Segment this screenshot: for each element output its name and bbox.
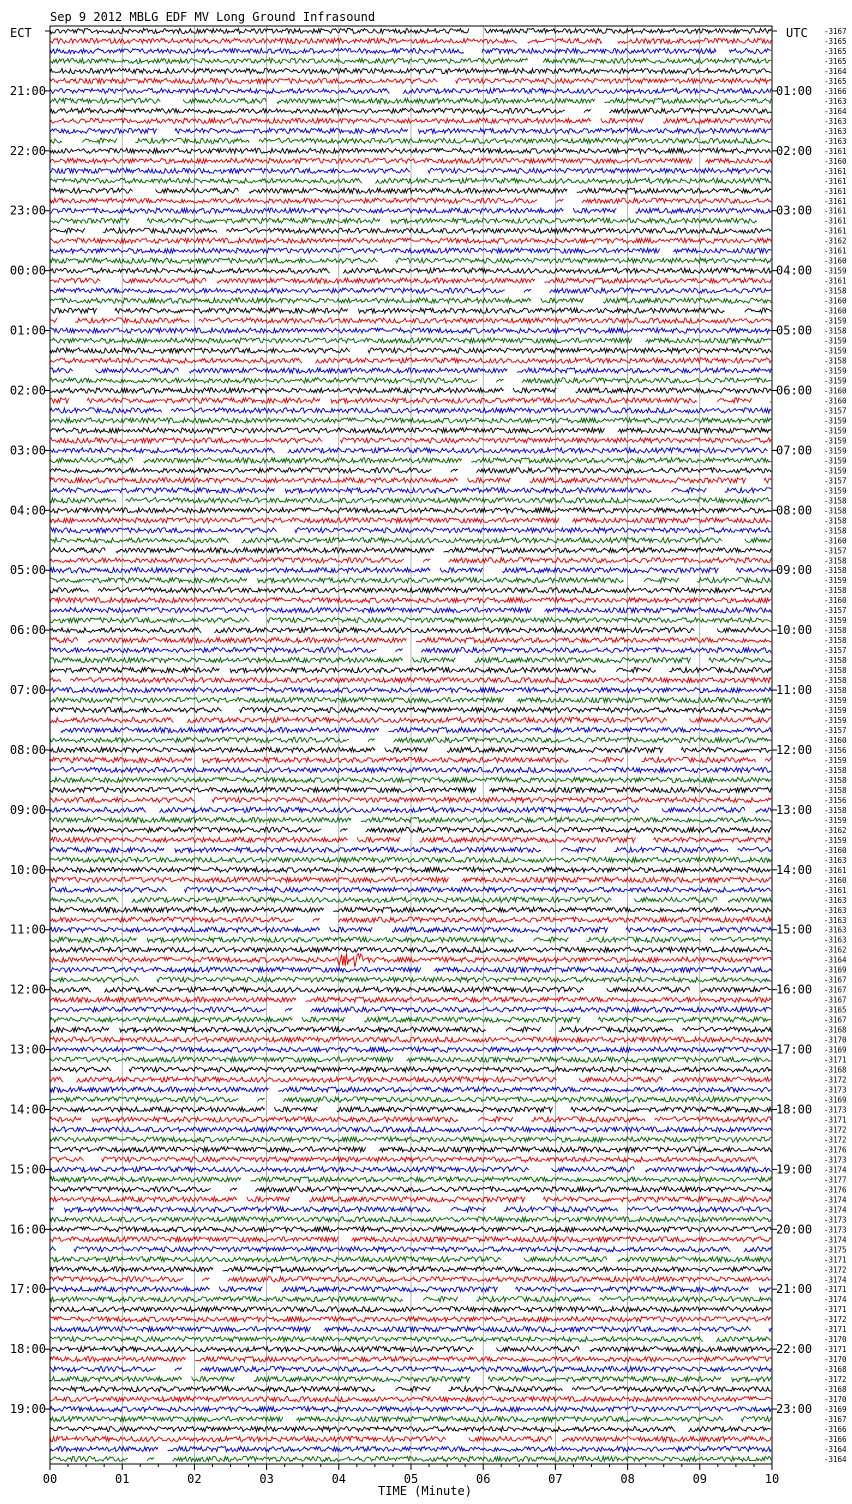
trace-offset-label: -3168 [824, 1066, 847, 1075]
trace-offset-label: -3174 [824, 1195, 847, 1204]
trace-offset-label: -3171 [824, 1255, 847, 1264]
trace-offset-label: -3161 [824, 247, 847, 256]
x-tick-label: 08 [620, 1472, 634, 1486]
trace-offset-label: -3158 [824, 806, 847, 815]
ect-hour-label: 22:00 [10, 144, 46, 158]
trace-offset-label: -3158 [824, 526, 847, 535]
trace-offset-label: -3162 [824, 826, 847, 835]
trace-offset-label: -3157 [824, 606, 847, 615]
utc-hour-label: 07:00 [776, 443, 812, 457]
trace-offset-label: -3161 [824, 227, 847, 236]
utc-hour-label: 14:00 [776, 863, 812, 877]
trace-offset-label: -3174 [824, 1165, 847, 1174]
utc-hour-label: 12:00 [776, 743, 812, 757]
trace-offset-label: -3158 [824, 676, 847, 685]
ect-hour-label: 04:00 [10, 503, 46, 517]
trace-offset-label: -3161 [824, 147, 847, 156]
trace-offset-label: -3159 [824, 416, 847, 425]
trace-offset-label: -3164 [824, 67, 847, 76]
trace-offset-label: -3167 [824, 1016, 847, 1025]
trace-offset-label: -3167 [824, 976, 847, 985]
x-tick-label: 03 [259, 1472, 273, 1486]
trace-offset-label: -3158 [824, 566, 847, 575]
trace-offset-label: -3160 [824, 876, 847, 885]
ect-hour-label: 08:00 [10, 743, 46, 757]
trace-offset-label: -3171 [824, 1115, 847, 1124]
trace-offset-label: -3158 [824, 327, 847, 336]
trace-offset-label: -3158 [824, 636, 847, 645]
trace-offset-label: -3158 [824, 686, 847, 695]
utc-hour-label: 23:00 [776, 1402, 812, 1416]
trace-offset-label: -3158 [824, 626, 847, 635]
trace-offset-label: -3166 [824, 87, 847, 96]
ect-hour-label: 13:00 [10, 1043, 46, 1057]
ect-hour-label: 15:00 [10, 1162, 46, 1176]
trace-offset-label: -3162 [824, 237, 847, 246]
trace-offset-label: -3160 [824, 596, 847, 605]
trace-offset-label: -3163 [824, 97, 847, 106]
trace-offset-label: -3175 [824, 1245, 847, 1254]
trace-offset-label: -3166 [824, 1425, 847, 1434]
utc-hour-label: 01:00 [776, 84, 812, 98]
trace-offset-label: -3159 [824, 367, 847, 376]
trace-offset-label: -3158 [824, 496, 847, 505]
trace-offset-label: -3160 [824, 297, 847, 306]
utc-hour-label: 20:00 [776, 1222, 812, 1236]
utc-axis-label: UTC [786, 26, 808, 40]
x-tick-label: 04 [332, 1472, 346, 1486]
x-tick-label: 09 [693, 1472, 707, 1486]
trace-offset-label: -3159 [824, 426, 847, 435]
ect-hour-label: 07:00 [10, 683, 46, 697]
trace-offset-label: -3171 [824, 1056, 847, 1065]
trace-offset-label: -3160 [824, 396, 847, 405]
trace-offset-label: -3161 [824, 177, 847, 186]
trace-offset-label: -3165 [824, 1006, 847, 1015]
trace-offset-label: -3171 [824, 1325, 847, 1334]
x-tick-label: 05 [404, 1472, 418, 1486]
ect-hour-label: 23:00 [10, 204, 46, 218]
trace-offset-label: -3168 [824, 1385, 847, 1394]
trace-offset-label: -3167 [824, 1415, 847, 1424]
trace-offset-label: -3171 [824, 1285, 847, 1294]
ect-hour-label: 12:00 [10, 983, 46, 997]
trace-offset-label: -3163 [824, 916, 847, 925]
ect-hour-label: 02:00 [10, 383, 46, 397]
trace-offset-label: -3163 [824, 936, 847, 945]
trace-offset-label: -3160 [824, 157, 847, 166]
trace-offset-label: -3159 [824, 337, 847, 346]
trace-offset-label: -3167 [824, 27, 847, 36]
trace-offset-label: -3165 [824, 37, 847, 46]
trace-offset-label: -3177 [824, 1175, 847, 1184]
trace-offset-label: -3166 [824, 1435, 847, 1444]
trace-offset-label: -3159 [824, 267, 847, 276]
trace-offset-label: -3176 [824, 1185, 847, 1194]
utc-hour-label: 13:00 [776, 803, 812, 817]
trace-offset-label: -3159 [824, 436, 847, 445]
trace-offset-label: -3169 [824, 1405, 847, 1414]
trace-offset-label: -3168 [824, 1026, 847, 1035]
trace-offset-label: -3160 [824, 536, 847, 545]
trace-offset-label: -3158 [824, 656, 847, 665]
utc-hour-label: 06:00 [776, 383, 812, 397]
trace-offset-label: -3173 [824, 1215, 847, 1224]
trace-offset-label: -3161 [824, 866, 847, 875]
ect-hour-label: 11:00 [10, 923, 46, 937]
ect-hour-label: 01:00 [10, 324, 46, 338]
trace-offset-label: -3172 [824, 1125, 847, 1134]
trace-offset-label: -3172 [824, 1375, 847, 1384]
x-tick-label: 07 [548, 1472, 562, 1486]
trace-offset-label: -3158 [824, 506, 847, 515]
trace-offset-label: -3173 [824, 1105, 847, 1114]
ect-hour-label: 05:00 [10, 563, 46, 577]
ect-hour-label: 10:00 [10, 863, 46, 877]
x-tick-label: 02 [187, 1472, 201, 1486]
trace-offset-label: -3159 [824, 576, 847, 585]
trace-offset-label: -3160 [824, 386, 847, 395]
trace-offset-label: -3157 [824, 476, 847, 485]
trace-offset-label: -3159 [824, 696, 847, 705]
trace-offset-label: -3158 [824, 766, 847, 775]
trace-offset-label: -3159 [824, 706, 847, 715]
utc-hour-label: 05:00 [776, 324, 812, 338]
trace-offset-label: -3164 [824, 107, 847, 116]
trace-offset-label: -3168 [824, 1365, 847, 1374]
chart-title: Sep 9 2012 MBLG EDF MV Long Ground Infrasound [50, 10, 375, 24]
trace-offset-label: -3159 [824, 446, 847, 455]
ect-hour-label: 21:00 [10, 84, 46, 98]
trace-offset-label: -3157 [824, 406, 847, 415]
trace-offset-label: -3169 [824, 966, 847, 975]
utc-hour-label: 11:00 [776, 683, 812, 697]
trace-offset-label: -3157 [824, 646, 847, 655]
utc-hour-label: 19:00 [776, 1162, 812, 1176]
trace-offset-label: -3156 [824, 796, 847, 805]
utc-hour-label: 21:00 [776, 1282, 812, 1296]
trace-offset-label: -3159 [824, 616, 847, 625]
ect-hour-label: 16:00 [10, 1222, 46, 1236]
trace-offset-label: -3170 [824, 1395, 847, 1404]
trace-offset-label: -3159 [824, 377, 847, 386]
trace-offset-label: -3172 [824, 1315, 847, 1324]
utc-hour-label: 15:00 [776, 923, 812, 937]
trace-offset-label: -3174 [824, 1295, 847, 1304]
trace-offset-label: -3158 [824, 786, 847, 795]
trace-offset-label: -3165 [824, 77, 847, 86]
trace-offset-label: -3161 [824, 217, 847, 226]
trace-offset-label: -3173 [824, 1155, 847, 1164]
trace-offset-label: -3172 [824, 1076, 847, 1085]
trace-offset-label: -3176 [824, 1145, 847, 1154]
trace-offset-label: -3164 [824, 1445, 847, 1454]
ect-hour-label: 09:00 [10, 803, 46, 817]
trace-offset-label: -3169 [824, 1046, 847, 1055]
utc-hour-label: 22:00 [776, 1342, 812, 1356]
ect-axis-label: ECT [10, 26, 32, 40]
x-tick-label: 10 [765, 1472, 779, 1486]
trace-offset-label: -3161 [824, 207, 847, 216]
trace-offset-label: -3156 [824, 746, 847, 755]
trace-offset-label: -3159 [824, 836, 847, 845]
trace-offset-label: -3158 [824, 516, 847, 525]
x-tick-label: 01 [115, 1472, 129, 1486]
ect-hour-label: 18:00 [10, 1342, 46, 1356]
trace-offset-label: -3167 [824, 986, 847, 995]
trace-offset-label: -3159 [824, 347, 847, 356]
trace-offset-label: -3170 [824, 1335, 847, 1344]
utc-hour-label: 17:00 [776, 1043, 812, 1057]
utc-hour-label: 18:00 [776, 1102, 812, 1116]
trace-offset-label: -3173 [824, 1225, 847, 1234]
trace-offset-label: -3165 [824, 57, 847, 66]
trace-offset-label: -3158 [824, 287, 847, 296]
trace-offset-label: -3159 [824, 466, 847, 475]
utc-hour-label: 16:00 [776, 983, 812, 997]
trace-offset-label: -3173 [824, 1086, 847, 1095]
trace-offset-label: -3174 [824, 1275, 847, 1284]
trace-offset-label: -3163 [824, 906, 847, 915]
trace-offset-label: -3163 [824, 117, 847, 126]
trace-offset-label: -3157 [824, 546, 847, 555]
ect-hour-label: 00:00 [10, 264, 46, 278]
trace-offset-label: -3169 [824, 1096, 847, 1105]
trace-offset-label: -3172 [824, 1265, 847, 1274]
utc-hour-label: 04:00 [776, 264, 812, 278]
utc-hour-label: 09:00 [776, 563, 812, 577]
trace-offset-label: -3159 [824, 486, 847, 495]
trace-offset-label: -3158 [824, 357, 847, 366]
trace-offset-label: -3162 [824, 946, 847, 955]
trace-offset-label: -3158 [824, 776, 847, 785]
ect-hour-label: 06:00 [10, 623, 46, 637]
trace-offset-label: -3163 [824, 926, 847, 935]
ect-hour-label: 03:00 [10, 443, 46, 457]
trace-offset-label: -3160 [824, 307, 847, 316]
trace-offset-label: -3164 [824, 1455, 847, 1464]
trace-offset-label: -3157 [824, 726, 847, 735]
trace-offset-label: -3167 [824, 996, 847, 1005]
trace-offset-label: -3158 [824, 556, 847, 565]
x-tick-label: 06 [476, 1472, 490, 1486]
trace-offset-label: -3161 [824, 167, 847, 176]
trace-offset-label: -3164 [824, 956, 847, 965]
trace-offset-label: -3161 [824, 277, 847, 286]
trace-offset-label: -3161 [824, 886, 847, 895]
x-axis-title: TIME (Minute) [378, 1484, 472, 1498]
trace-offset-label: -3171 [824, 1345, 847, 1354]
trace-offset-label: -3161 [824, 187, 847, 196]
trace-offset-label: -3159 [824, 756, 847, 765]
trace-offset-label: -3159 [824, 716, 847, 725]
trace-offset-label: -3159 [824, 317, 847, 326]
trace-offset-label: -3163 [824, 137, 847, 146]
trace-offset-label: -3170 [824, 1355, 847, 1364]
trace-offset-label: -3158 [824, 586, 847, 595]
x-tick-label: 00 [43, 1472, 57, 1486]
trace-offset-label: -3172 [824, 1135, 847, 1144]
trace-offset-label: -3171 [824, 1305, 847, 1314]
trace-offset-label: -3174 [824, 1205, 847, 1214]
utc-hour-label: 03:00 [776, 204, 812, 218]
trace-offset-label: -3163 [824, 127, 847, 136]
ect-hour-label: 17:00 [10, 1282, 46, 1296]
utc-hour-label: 08:00 [776, 503, 812, 517]
trace-offset-label: -3158 [824, 666, 847, 675]
trace-offset-label: -3160 [824, 257, 847, 266]
ect-hour-label: 19:00 [10, 1402, 46, 1416]
utc-hour-label: 10:00 [776, 623, 812, 637]
trace-offset-label: -3163 [824, 856, 847, 865]
trace-offset-label: -3170 [824, 1036, 847, 1045]
utc-hour-label: 02:00 [776, 144, 812, 158]
trace-offset-label: -3174 [824, 1235, 847, 1244]
trace-offset-label: -3159 [824, 456, 847, 465]
trace-offset-label: -3160 [824, 846, 847, 855]
trace-offset-label: -3161 [824, 197, 847, 206]
trace-offset-label: -3163 [824, 896, 847, 905]
trace-offset-label: -3160 [824, 736, 847, 745]
trace-offset-label: -3159 [824, 816, 847, 825]
ect-hour-label: 14:00 [10, 1102, 46, 1116]
trace-offset-label: -3165 [824, 47, 847, 56]
